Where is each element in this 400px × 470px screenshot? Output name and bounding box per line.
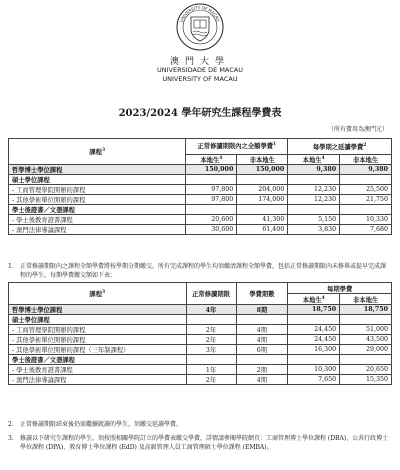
value-cell: 16,300 (288, 345, 340, 355)
value-cell: 21,750 (340, 195, 392, 205)
value-cell: 3年 (186, 345, 236, 355)
footnote-1 (8, 262, 392, 280)
value-cell: 7,680 (340, 225, 392, 235)
footnote-number: 2. (8, 421, 14, 428)
col-header-fee-per-installment: 每期學費 (288, 283, 392, 294)
value-cell (186, 355, 236, 365)
subheader-local: 本地生$^4$ (288, 155, 340, 165)
footnote-text: 正常修讀期限結束後仍需繼續就讀的學生，須繳交延讀學費。 (20, 421, 183, 428)
table-header-row (9, 283, 392, 294)
value-cell: 51,000 (340, 325, 392, 335)
programme-cell: - 工商管理學院開辦的課程 (9, 185, 186, 195)
value-cell: 8期 (236, 305, 288, 315)
value-cell: 4年 (186, 305, 236, 315)
fee-table-full-tuition (8, 138, 392, 235)
programme-cell: - 其他學術單位開辦的課程（三年制課程） (9, 345, 187, 355)
programme-cell: 學士後證書／文憑課程 (9, 355, 187, 365)
value-cell: 61,400 (237, 225, 288, 235)
value-cell: 4期 (236, 375, 288, 385)
programme-cell: - 其他學術單位開辦的課程 (9, 335, 187, 345)
footnote-text: 修讀以下研究生課程的學生，須按照相關學院訂立的學費表繳交學費，詳情請參閱學院網頁：工商管理博士學位課程 (DBA)、公共行政博士學位課程 (DPA)、教育博士學位課程 (EdD) 及高級管理人員工商管理碩士學位課程 (EMBA)。 (20, 435, 389, 451)
value-cell: 5,150 (288, 215, 340, 225)
table-row (9, 305, 392, 315)
seal-text: UNIVERSITY OF MACAU (178, 4, 222, 23)
value-cell: 43,500 (340, 335, 392, 345)
table-row (9, 175, 392, 185)
programme-cell: - 澳門法律導論課程 (9, 375, 187, 385)
subheader-nonlocal: 非本地生 (340, 155, 392, 165)
university-name-english: UNIVERSITY OF MACAU (162, 75, 238, 83)
footnote-3 (8, 434, 392, 452)
table-row (9, 225, 392, 235)
col-header-installments: 學費期數 (236, 283, 288, 305)
footnote-number: 3. (8, 435, 14, 442)
value-cell (236, 355, 288, 365)
value-cell: 29,000 (340, 345, 392, 355)
table-row (9, 335, 392, 345)
col-header-programme: 課程$^3$ (9, 139, 186, 165)
value-cell (340, 175, 392, 185)
table-row (9, 215, 392, 225)
university-name-chinese: 澳門大學 (169, 57, 230, 67)
table-row (9, 195, 392, 205)
table-row (9, 205, 392, 215)
value-cell (288, 315, 340, 325)
university-name-portuguese: UNIVERSIDADE DE MACAU (156, 66, 244, 74)
value-cell: 15,350 (340, 375, 392, 385)
value-cell: 20,600 (186, 215, 237, 225)
programme-cell: 碩士學位課程 (9, 175, 186, 185)
col-header-full-tuition: 正常修讀期限內之全額學費$^1$ (186, 139, 288, 155)
programme-cell: - 學士後教育證書課程 (9, 215, 186, 225)
value-cell (340, 315, 392, 325)
value-cell: 12,230 (288, 185, 340, 195)
programme-cell: - 其他學術單位開辦的課程 (9, 195, 186, 205)
value-cell (237, 175, 288, 185)
table-row (9, 365, 392, 375)
value-cell: 204,000 (237, 185, 288, 195)
col-header-extension-fee: 每學期之延讀學費$^2$ (288, 139, 392, 155)
value-cell: 18,750 (288, 305, 340, 315)
value-cell: 174,000 (237, 195, 288, 205)
table-row (9, 325, 392, 335)
value-cell: 6期 (236, 345, 288, 355)
value-cell (288, 355, 340, 365)
table-row (9, 345, 392, 355)
table-row (9, 165, 392, 175)
value-cell: 10,300 (288, 365, 340, 375)
value-cell: 9,380 (288, 165, 340, 175)
document-title: 2023/2024 學年研究生課程學費表 (118, 108, 282, 119)
value-cell: 150,000 (186, 165, 237, 175)
value-cell: 10,330 (340, 215, 392, 225)
value-cell: 25,500 (340, 185, 392, 195)
table-row (9, 185, 392, 195)
value-cell: 97,800 (186, 185, 237, 195)
footnote-text: 正常修讀期限內之課程全額學費將按學期分期繳交。所有完成課程的學生均須繳清課程全額學費，包括正常修讀期限內未修畢或提早完成課程的學生。每期學費繳交額如下表： (20, 263, 387, 279)
university-seal-logo (176, 3, 224, 51)
currency-note: （所有費用為澳門元） (327, 126, 388, 133)
table-row (9, 375, 392, 385)
value-cell: 24,450 (288, 325, 340, 335)
value-cell: 3,830 (288, 225, 340, 235)
programme-cell: - 工商管理學院開辦的課程 (9, 325, 187, 335)
value-cell: 2年 (186, 325, 236, 335)
value-cell (288, 175, 340, 185)
footnote-number: 1. (8, 263, 14, 270)
col-header-study-period: 正常修讀期限 (186, 283, 236, 305)
value-cell: 20,650 (340, 365, 392, 375)
value-cell: 24,450 (288, 335, 340, 345)
value-cell: 2年 (186, 375, 236, 385)
programme-cell: - 學士後教育證書課程 (9, 365, 187, 375)
value-cell: 150,000 (237, 165, 288, 175)
programme-cell: 哲學博士學位課程 (9, 165, 186, 175)
value-cell (236, 315, 288, 325)
programme-cell: - 澳門法律導論課程 (9, 225, 186, 235)
fee-table-installments (8, 282, 392, 385)
value-cell (186, 315, 236, 325)
subheader-local: 本地生$^4$ (186, 155, 237, 165)
value-cell: 4期 (236, 325, 288, 335)
table-row (9, 315, 392, 325)
programme-cell: 學士後證書／文憑課程 (9, 205, 186, 215)
value-cell: 2年 (186, 335, 236, 345)
table-header-row (9, 139, 392, 155)
value-cell (186, 205, 237, 215)
col-header-programme: 課程$^3$ (9, 283, 187, 305)
value-cell (288, 205, 340, 215)
value-cell (340, 205, 392, 215)
value-cell: 7,650 (288, 375, 340, 385)
value-cell: 12,230 (288, 195, 340, 205)
value-cell: 2期 (236, 365, 288, 375)
value-cell: 41,300 (237, 215, 288, 225)
subheader-local: 本地生$^4$ (288, 294, 340, 305)
value-cell: 97,800 (186, 195, 237, 205)
value-cell: 18,750 (340, 305, 392, 315)
programme-cell: 碩士學位課程 (9, 315, 187, 325)
table-row (9, 355, 392, 365)
subheader-nonlocal: 非本地生 (340, 294, 392, 305)
value-cell: 9,380 (340, 165, 392, 175)
value-cell: 30,600 (186, 225, 237, 235)
value-cell: 1年 (186, 365, 236, 375)
programme-cell: 哲學博士學位課程 (9, 305, 187, 315)
footnote-2 (8, 420, 392, 429)
subheader-nonlocal: 非本地生 (237, 155, 288, 165)
value-cell: 4期 (236, 335, 288, 345)
value-cell (237, 205, 288, 215)
value-cell (340, 355, 392, 365)
value-cell (186, 175, 237, 185)
